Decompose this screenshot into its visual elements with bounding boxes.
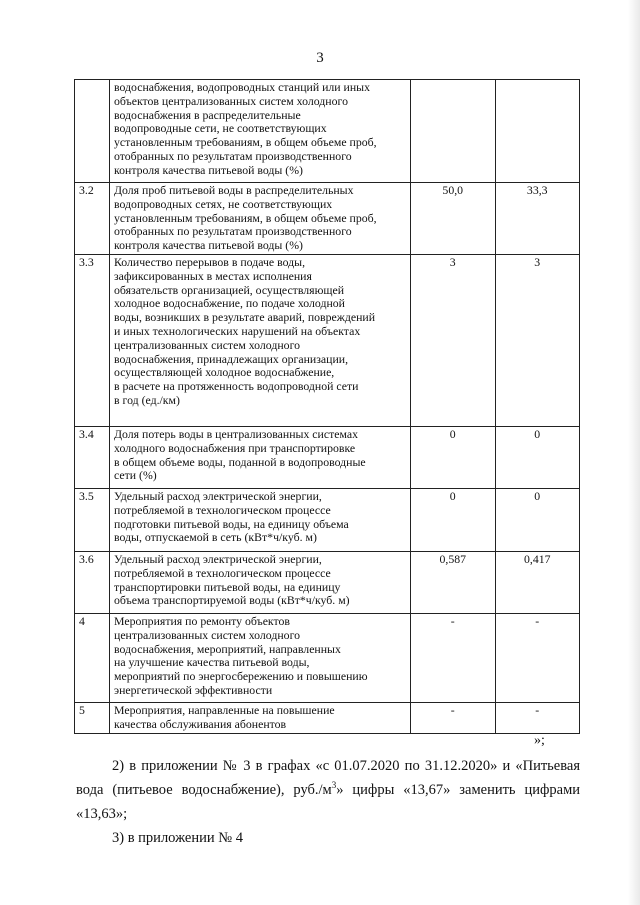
- description-line: воды, возникших в результате аварий, повреждений: [114, 310, 376, 325]
- description-line: водоснабжения, принадлежащих организации,: [114, 351, 349, 366]
- description-line: потребляемой в технологическом процессе: [114, 565, 331, 580]
- row-description: [110, 702, 411, 733]
- value-period-2: 0: [495, 488, 580, 551]
- closing-quote-mark: »;: [534, 733, 545, 748]
- description-line: Мероприятия, направленные на повышение: [114, 702, 335, 717]
- row-description: [110, 183, 411, 255]
- amendment-text-part-a: 2) в приложении № 3 в графах «с 01.07.2020 по 31.12.2020» и «Питьевая вода (питьевое водоснабжение), руб./м: [76, 758, 580, 798]
- indicators-table-body: [75, 80, 580, 734]
- value-period-2: -: [495, 613, 580, 702]
- description-line: осуществляющей холодное водоснабжение,: [114, 365, 335, 380]
- value-period-1: 3: [411, 254, 496, 426]
- row-description: [110, 613, 411, 702]
- description-line: водопроводные сети, не соответствующих: [114, 121, 327, 136]
- page-number: 3: [316, 50, 324, 66]
- row-number: 3.2: [75, 183, 110, 255]
- description-line: и иных технологических нарушений на объектах: [114, 323, 361, 338]
- description-line: воды, отпускаемой в сеть (кВт*ч/куб. м): [114, 530, 317, 545]
- description-line: Мероприятия по ремонту объектов: [114, 613, 290, 628]
- description-line: качества обслуживания абонентов: [114, 716, 287, 731]
- table-row: [75, 254, 580, 426]
- description-line: сети (%): [114, 468, 157, 483]
- description-line: отобранных по результатам производственного: [114, 224, 352, 239]
- table-row: [75, 551, 580, 613]
- row-number: 4: [75, 613, 110, 702]
- description-line: подготовки питьевой воды, на единицу объема: [114, 516, 349, 531]
- value-period-1: [411, 80, 496, 183]
- value-period-2: 0: [495, 426, 580, 488]
- description-line: зафиксированных в местах исполнения: [114, 268, 312, 283]
- description-line: объема транспортируемой воды (кВт*ч/куб. м): [114, 593, 350, 608]
- superscript-3: 3: [331, 780, 337, 791]
- table-row: [75, 613, 580, 702]
- amendment-paragraph-3: 3) в приложении № 4: [112, 830, 243, 846]
- row-number: 3.5: [75, 488, 110, 551]
- table-row: [75, 183, 580, 255]
- value-period-1: 0: [411, 488, 496, 551]
- row-number: 5: [75, 702, 110, 733]
- description-line: централизованных систем холодного: [114, 627, 301, 642]
- description-line: энергетической эффективности: [114, 682, 273, 697]
- description-line: потребляемой в технологическом процессе: [114, 502, 331, 517]
- amendment-paragraph-2: [76, 754, 580, 826]
- description-line: транспортировки питьевой воды, на единицу: [114, 579, 341, 594]
- description-line: обязательств организацией, осуществляющей: [114, 282, 345, 297]
- row-number: 3.3: [75, 254, 110, 426]
- description-line: водоснабжения, мероприятий, направленных: [114, 641, 341, 656]
- value-period-1: 0: [411, 426, 496, 488]
- scan-edge-shadow: [628, 0, 640, 905]
- description-line: водопроводных сетях, не соответствующих: [114, 196, 333, 211]
- table-row: [75, 702, 580, 733]
- description-line: водоснабжения, водопроводных станций или иных: [114, 80, 371, 94]
- description-line: в общем объеме воды, поданной в водопроводные: [114, 454, 366, 469]
- value-period-2: 3: [495, 254, 580, 426]
- description-line: Количество перерывов в подаче воды,: [114, 254, 306, 269]
- row-description: [110, 426, 411, 488]
- description-line: в расчете на протяженность водопроводной сети: [114, 379, 359, 394]
- amendment-text-part-b: » цифры «13,67» заменить цифрами «13,63»;: [76, 782, 581, 822]
- description-line: установленным требованиям, в общем объеме проб,: [114, 135, 377, 150]
- description-line: мероприятий по энергосбережению и повышению: [114, 669, 368, 684]
- row-description: [110, 254, 411, 426]
- table-row: [75, 488, 580, 551]
- description-line: объектов централизованных систем холодного: [114, 93, 348, 108]
- value-period-2: [495, 80, 580, 183]
- value-period-2: 33,3: [495, 183, 580, 255]
- description-line: Удельный расход электрической энергии,: [114, 488, 322, 503]
- description-line: на улучшение качества питьевой воды,: [114, 655, 310, 670]
- row-number: 3.4: [75, 426, 110, 488]
- description-line: Доля потерь воды в централизованных системах: [114, 426, 359, 441]
- description-line: в год (ед./км): [114, 392, 180, 407]
- description-line: Доля проб питьевой воды в распределительных: [114, 183, 354, 197]
- row-number: 3.6: [75, 551, 110, 613]
- description-line: холодное водоснабжение, по подаче холодной: [114, 296, 345, 311]
- row-number: [75, 80, 110, 183]
- description-line: контроля качества питьевой воды (%): [114, 238, 303, 253]
- description-line: холодного водоснабжения при транспортировке: [114, 440, 356, 455]
- description-line: водоснабжения в распределительные: [114, 107, 301, 122]
- value-period-1: -: [411, 613, 496, 702]
- value-period-2: 0,417: [495, 551, 580, 613]
- row-description: [110, 488, 411, 551]
- value-period-1: 50,0: [411, 183, 496, 255]
- value-period-2: -: [495, 702, 580, 733]
- row-description: [110, 551, 411, 613]
- description-line: централизованных систем холодного: [114, 337, 301, 352]
- description-line: установленным требованиям, в общем объеме проб,: [114, 210, 377, 225]
- table-row: [75, 80, 580, 183]
- row-description: [110, 80, 411, 183]
- table-row: [75, 426, 580, 488]
- indicators-table: [74, 79, 580, 734]
- description-line: Удельный расход электрической энергии,: [114, 551, 322, 566]
- value-period-1: -: [411, 702, 496, 733]
- description-line: отобранных по результатам производственного: [114, 148, 352, 163]
- value-period-1: 0,587: [411, 551, 496, 613]
- description-line: контроля качества питьевой воды (%): [114, 162, 303, 177]
